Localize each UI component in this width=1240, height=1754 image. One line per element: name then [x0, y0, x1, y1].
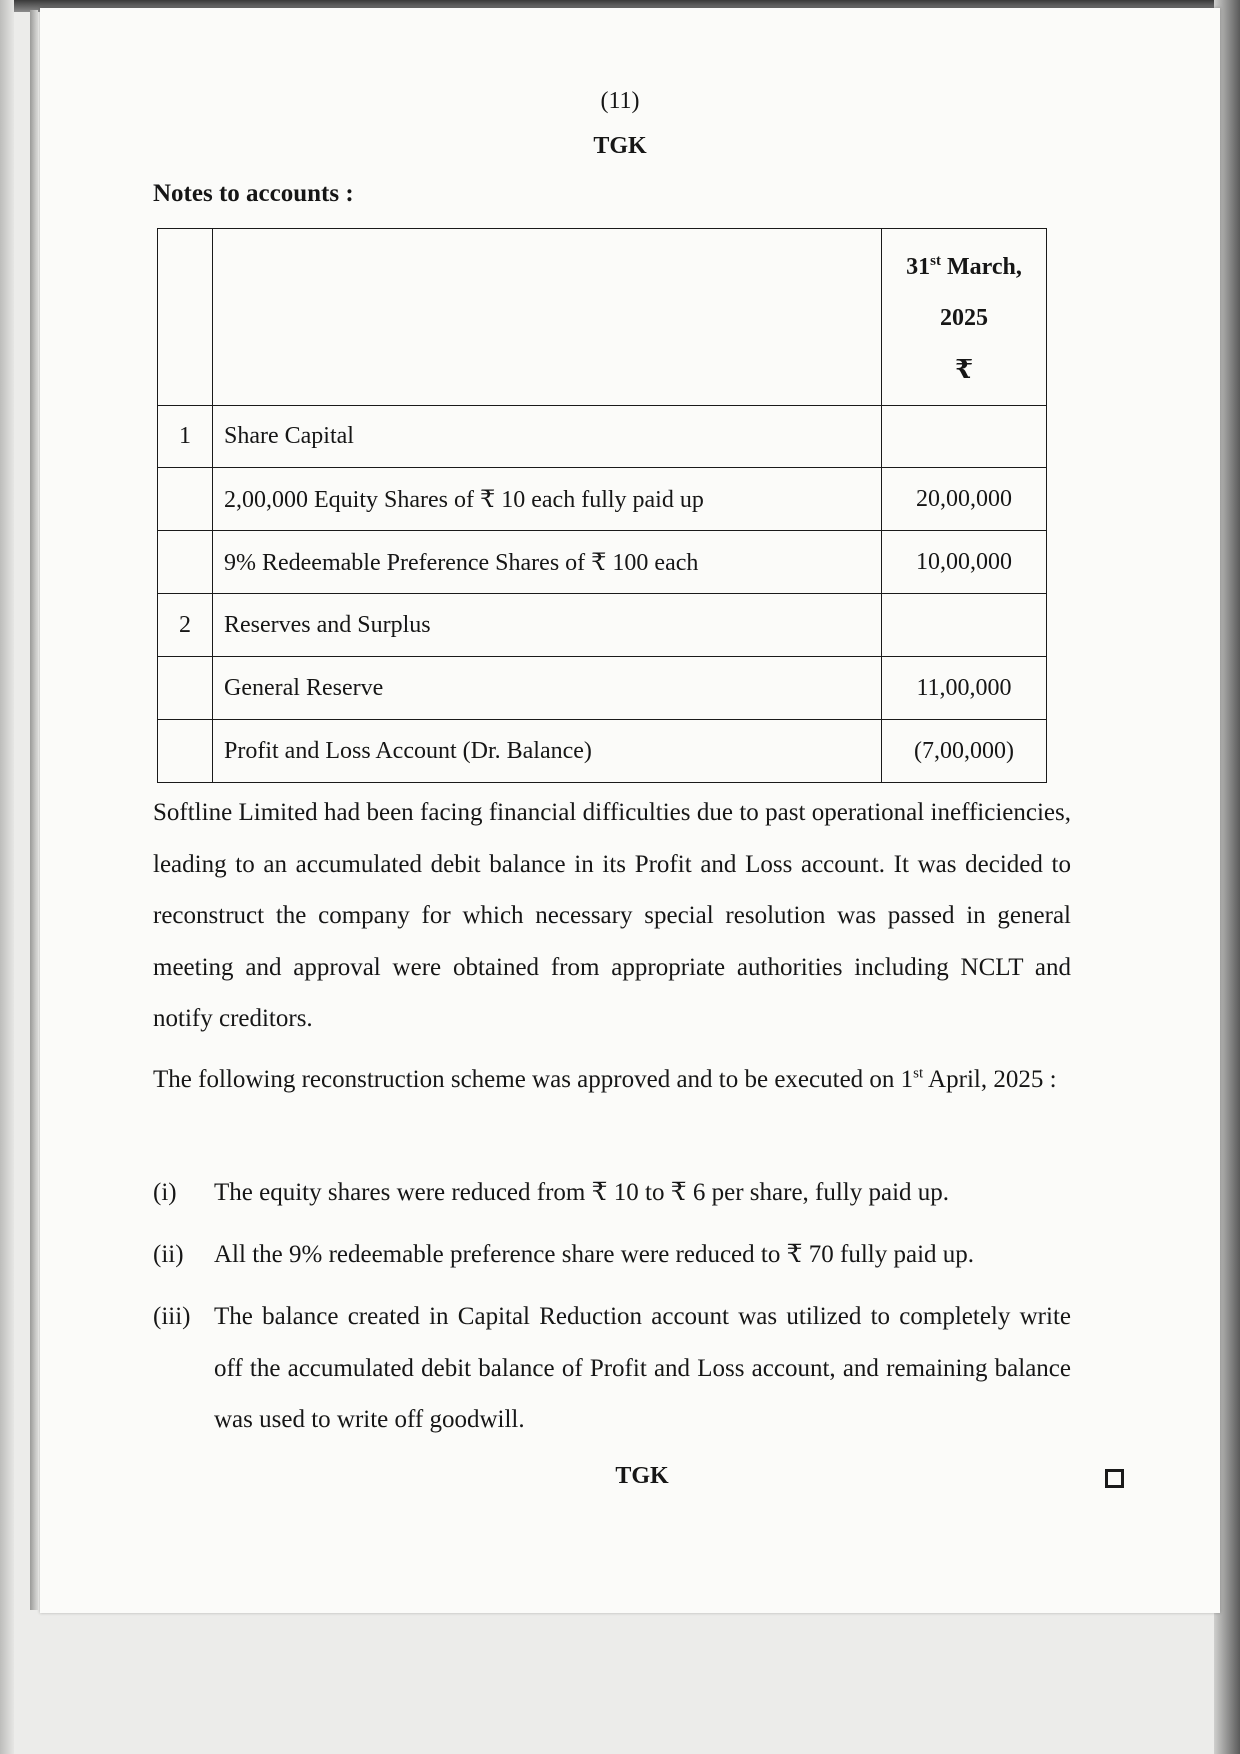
row-number: [158, 468, 213, 531]
header-date-suffix: st: [930, 252, 941, 269]
scan-left-edge: [0, 0, 14, 1754]
table-row: [158, 657, 1047, 720]
rupee-currency-symbol: ₹: [954, 354, 974, 384]
notes-table-header-row: [158, 229, 1047, 406]
scheme-intro-text: The following reconstruction scheme was approved and to be executed on 1: [153, 1066, 914, 1093]
row-number: [158, 657, 213, 720]
table-row: [158, 720, 1047, 783]
row-amount: 10,00,000: [882, 531, 1047, 594]
company-background-paragraph: Softline Limited had been facing financial difficulties due to past operational inefficiencies, leading to an accumulated debit balance in its Profit and Loss account. It was decided to reconstruct the company for which necessary special resolution was passed in general meeting and approval were obtained from appropriate authorities including NCLT and notify creditors.: [153, 799, 1071, 1032]
header-date-day: 31: [906, 253, 931, 280]
page-code-header: TGK: [593, 133, 647, 159]
scheme-intro-date-suffix: st: [913, 1065, 924, 1082]
row-number: 2: [158, 594, 213, 657]
table-row: [158, 468, 1047, 531]
row-particulars: Reserves and Surplus: [213, 594, 882, 657]
row-particulars: 2,00,000 Equity Shares of ₹ 10 each fully paid up: [213, 468, 882, 531]
scheme-intro-paragraph: [153, 1054, 1071, 1106]
list-item-number: (i): [153, 1179, 177, 1206]
table-row: [158, 594, 1047, 657]
page-code-footer: TGK: [615, 1463, 669, 1489]
row-number: [158, 720, 213, 783]
row-number: [158, 531, 213, 594]
header-date-year: 2025: [940, 304, 988, 331]
scheme-intro-date-rest: April, 2025 :: [923, 1066, 1057, 1093]
header-date-month: March,: [940, 253, 1022, 280]
table-row: [158, 531, 1047, 594]
notes-table: [157, 228, 1047, 783]
row-amount: 20,00,000: [882, 468, 1047, 531]
list-item-number: (ii): [153, 1241, 184, 1268]
list-item-number: (iii): [153, 1303, 191, 1330]
row-particulars: Profit and Loss Account (Dr. Balance): [213, 720, 882, 783]
row-amount: 11,00,000: [882, 657, 1047, 720]
row-amount: [882, 594, 1047, 657]
header-date-cell: [882, 229, 1047, 406]
page-fold-edge: [30, 10, 38, 1610]
row-particulars: Share Capital: [213, 406, 882, 468]
table-row: [158, 406, 1047, 468]
header-particulars-cell: [213, 229, 882, 406]
page-number: (11): [600, 88, 640, 114]
row-particulars: 9% Redeemable Preference Shares of ₹ 100 each: [213, 531, 882, 594]
header-no-cell: [158, 229, 213, 406]
list-item-text: The equity shares were reduced from ₹ 10 to ₹ 6 per share, fully paid up.: [214, 1179, 950, 1206]
row-particulars: General Reserve: [213, 657, 882, 720]
list-item-text: The balance created in Capital Reduction account was utilized to completely write off the accumulated debit balance of Profit and Loss account, and remaining balance was used to write off goodwill.: [214, 1303, 1071, 1433]
notes-heading: Notes to accounts :: [153, 180, 354, 207]
row-number: 1: [158, 406, 213, 468]
row-amount: [882, 406, 1047, 468]
end-of-page-square-icon: [1105, 1469, 1124, 1488]
list-item-text: All the 9% redeemable preference share were reduced to ₹ 70 fully paid up.: [214, 1241, 975, 1268]
row-amount: (7,00,000): [882, 720, 1047, 783]
